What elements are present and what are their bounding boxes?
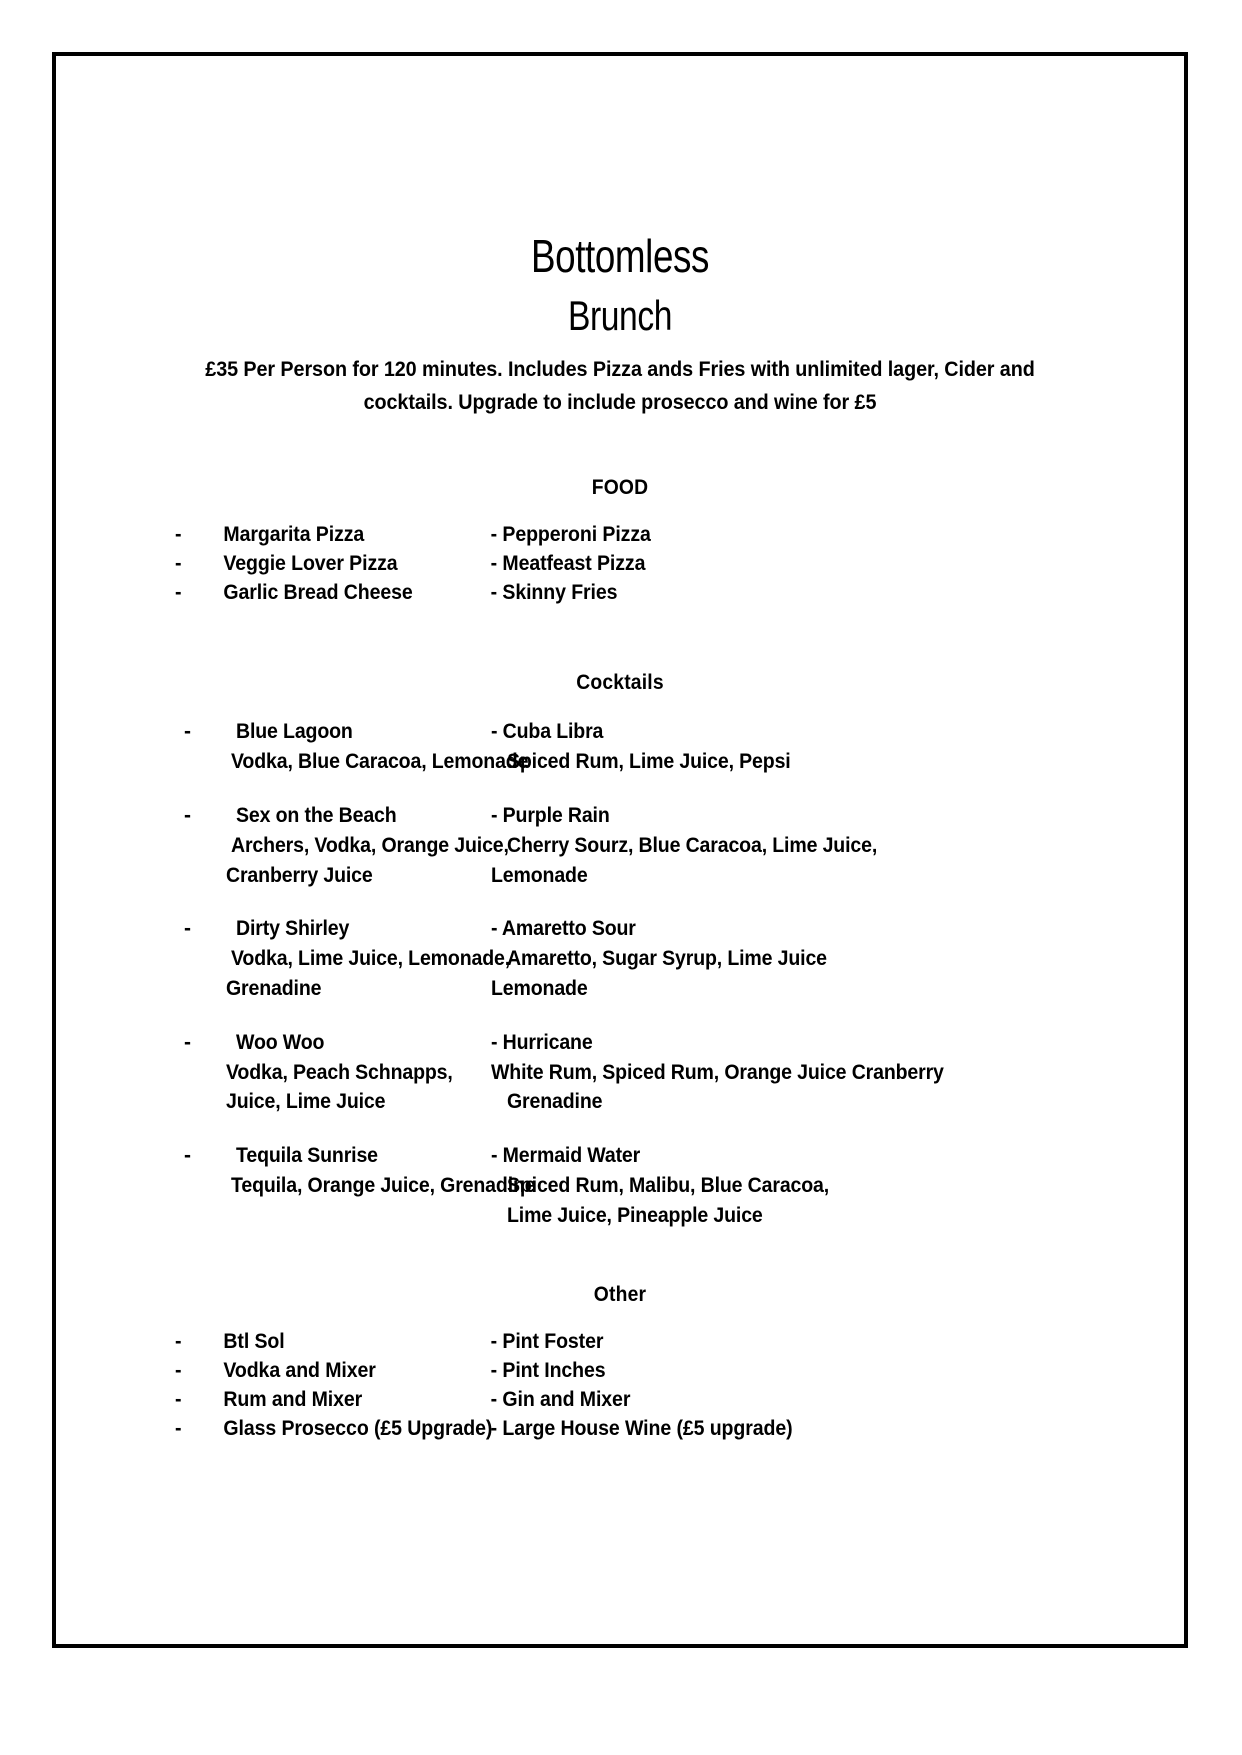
list-item bbox=[56, 1331, 1184, 1360]
cocktail-ingredients: Spiced Rum, Lime Juice, Pepsi bbox=[507, 750, 791, 774]
cocktail-right bbox=[486, 801, 1131, 890]
food-list bbox=[56, 524, 1184, 611]
cocktail-name: - Mermaid Water bbox=[491, 1144, 641, 1168]
other-item-left bbox=[56, 1416, 493, 1440]
cocktail-name: - Amaretto Sour bbox=[491, 917, 636, 941]
cocktail-ingredients: Amaretto, Sugar Syrup, Lime Juice bbox=[507, 947, 827, 971]
menu-page bbox=[52, 52, 1188, 1648]
other-item-right: - Pint Foster bbox=[490, 1329, 604, 1353]
cocktail-name: Dirty Shirley bbox=[236, 917, 350, 941]
page-title-line2: Brunch bbox=[567, 291, 673, 339]
cocktail-row bbox=[56, 914, 1184, 1003]
cocktail-right bbox=[486, 914, 1131, 1003]
cocktail-name: Tequila Sunrise bbox=[236, 1144, 378, 1168]
bullet-dash-icon: - bbox=[184, 1144, 191, 1168]
cocktail-left bbox=[56, 914, 511, 1003]
cocktail-row bbox=[56, 717, 1184, 777]
cocktail-right bbox=[486, 1141, 1131, 1230]
bullet-dash-icon: - bbox=[175, 581, 182, 605]
cocktail-ingredients: Vodka, Peach Schnapps, bbox=[226, 1060, 453, 1084]
food-item-right: - Skinny Fries bbox=[490, 581, 618, 605]
cocktail-row bbox=[56, 1141, 1184, 1230]
cocktail-list bbox=[56, 717, 1184, 1230]
other-item-label: Glass Prosecco (£5 Upgrade) bbox=[223, 1416, 493, 1440]
cocktail-ingredients: Lime Juice, Pineapple Juice bbox=[507, 1203, 763, 1227]
other-item-left bbox=[56, 1389, 456, 1410]
food-item-label: Veggie Lover Pizza bbox=[223, 552, 398, 576]
section-heading-other: Other bbox=[593, 1282, 647, 1306]
other-item-left bbox=[56, 1360, 456, 1381]
bullet-dash-icon: - bbox=[184, 917, 191, 941]
bullet-dash-icon: - bbox=[184, 720, 191, 744]
other-item-label: Rum and Mixer bbox=[223, 1387, 363, 1411]
cocktail-name: Blue Lagoon bbox=[236, 720, 353, 744]
other-item-right: - Pint Inches bbox=[490, 1358, 606, 1382]
page-title-line1: Bottomless bbox=[530, 230, 710, 282]
list-item bbox=[56, 524, 1184, 553]
cocktail-ingredients: Grenadine bbox=[226, 976, 322, 1000]
bullet-dash-icon: - bbox=[175, 1358, 182, 1382]
food-item-right: - Pepperoni Pizza bbox=[490, 523, 651, 547]
bullet-dash-icon: - bbox=[184, 1030, 191, 1054]
cocktail-name: Sex on the Beach bbox=[236, 803, 397, 827]
food-item-right: - Meatfeast Pizza bbox=[490, 552, 646, 576]
other-list bbox=[56, 1331, 1184, 1447]
food-item-label: Garlic Bread Cheese bbox=[223, 581, 413, 605]
cocktail-row bbox=[56, 801, 1184, 890]
food-item-label: Margarita Pizza bbox=[223, 523, 365, 547]
cocktail-ingredients: Spiced Rum, Malibu, Blue Caracoa, bbox=[507, 1174, 830, 1198]
cocktail-left bbox=[56, 1141, 536, 1201]
cocktail-ingredients: Tequila, Orange Juice, Grenadine bbox=[231, 1174, 536, 1198]
list-item bbox=[56, 1389, 1184, 1418]
cocktail-ingredients: Juice, Lime Juice bbox=[226, 1090, 386, 1114]
cocktail-row bbox=[56, 1028, 1184, 1117]
intro-text: £35 Per Person for 120 minutes. Includes Pizza ands Fries with unlimited lager, Cider and cocktails. Upgrade to include prosecco and wine for £5 bbox=[205, 356, 1035, 414]
list-item bbox=[56, 553, 1184, 582]
bullet-dash-icon: - bbox=[184, 803, 191, 827]
food-item-left bbox=[56, 524, 456, 545]
section-heading-food: FOOD bbox=[591, 476, 649, 500]
food-item-left bbox=[56, 582, 456, 603]
list-item bbox=[56, 1360, 1184, 1389]
other-item-label: Vodka and Mixer bbox=[223, 1358, 376, 1382]
cocktail-left bbox=[56, 1028, 486, 1117]
food-item-left bbox=[56, 553, 456, 574]
cocktail-left bbox=[56, 801, 509, 890]
other-item-right: - Large House Wine (£5 upgrade) bbox=[490, 1416, 793, 1440]
cocktail-ingredients: Cranberry Juice bbox=[226, 863, 373, 887]
menu-content bbox=[56, 56, 1184, 1644]
cocktail-ingredients: Lemonade bbox=[491, 863, 588, 887]
bullet-dash-icon: - bbox=[175, 523, 182, 547]
cocktail-ingredients: Vodka, Blue Caracoa, Lemonade bbox=[231, 750, 529, 774]
cocktail-ingredients: Lemonade bbox=[491, 976, 588, 1000]
cocktail-ingredients: Archers, Vodka, Orange Juice, bbox=[231, 833, 509, 857]
cocktail-right bbox=[486, 717, 1131, 777]
other-item-left bbox=[56, 1331, 456, 1352]
cocktail-name: - Purple Rain bbox=[491, 803, 610, 827]
bullet-dash-icon: - bbox=[175, 1387, 182, 1411]
section-heading-cocktails: Cocktails bbox=[576, 671, 664, 695]
bullet-dash-icon: - bbox=[175, 552, 182, 576]
other-item-label: Btl Sol bbox=[223, 1329, 285, 1353]
cocktail-right bbox=[486, 1028, 1131, 1117]
list-item bbox=[56, 1418, 1184, 1447]
cocktail-ingredients: Vodka, Lime Juice, Lemonade, bbox=[231, 947, 511, 971]
cocktail-ingredients: White Rum, Spiced Rum, Orange Juice Cranberry bbox=[491, 1060, 944, 1084]
cocktail-ingredients: Grenadine bbox=[507, 1090, 603, 1114]
cocktail-name: - Cuba Libra bbox=[491, 720, 604, 744]
cocktail-left bbox=[56, 717, 529, 777]
cocktail-name: - Hurricane bbox=[491, 1030, 593, 1054]
bullet-dash-icon: - bbox=[175, 1329, 182, 1353]
cocktail-ingredients: Cherry Sourz, Blue Caracoa, Lime Juice, bbox=[507, 833, 878, 857]
list-item bbox=[56, 582, 1184, 611]
cocktail-name: Woo Woo bbox=[236, 1030, 325, 1054]
other-item-right: - Gin and Mixer bbox=[490, 1387, 631, 1411]
bullet-dash-icon: - bbox=[175, 1416, 182, 1440]
